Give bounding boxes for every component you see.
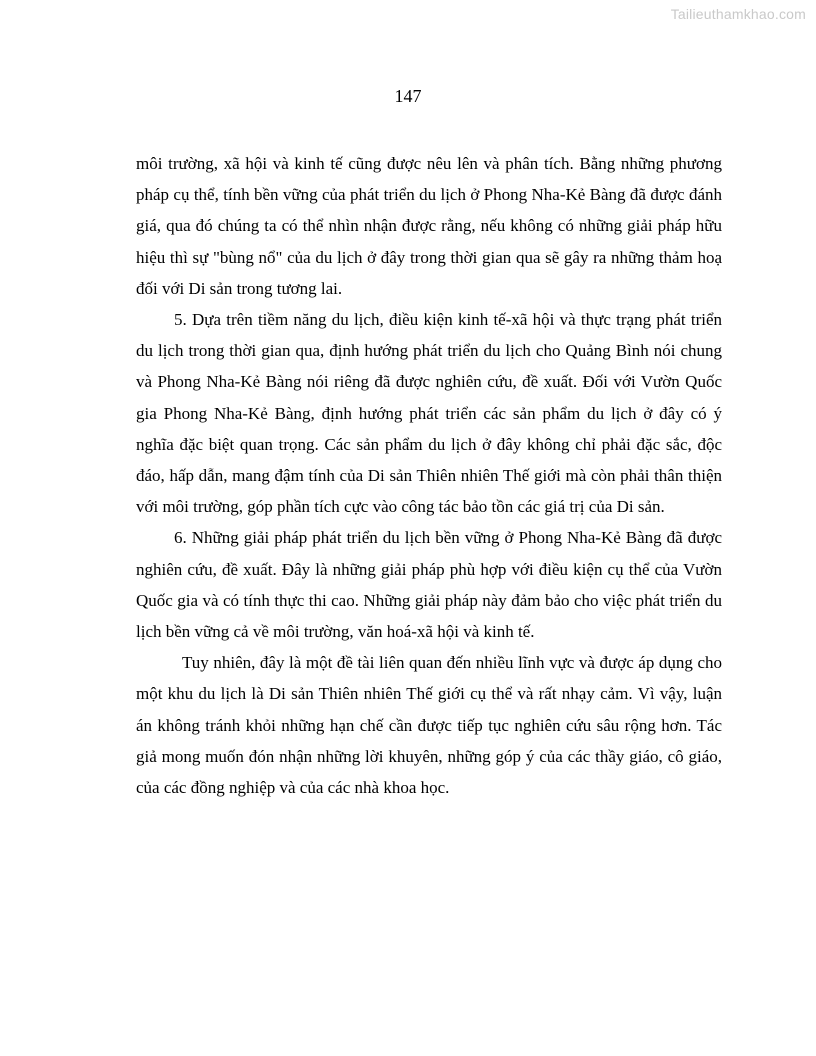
paragraph-point-5: 5. Dựa trên tiềm năng du lịch, điều kiện kinh tế-xã hội và thực trạng phát triển du lịch trong thời gian qua, định hướng phát triển du lịch cho Quảng Bình nói chung và Phong Nha-Kẻ Bàng nói riêng đã được nghiên cứu, đề xuất. Đối với Vườn Quốc gia Phong Nha-Kẻ Bàng, định hướng phát triển các sản phẩm du lịch ở đây có ý nghĩa đặc biệt quan trọng. Các sản phẩm du lịch ở đây không chỉ phải đặc sắc, độc đáo, hấp dẫn, mang đậm tính của Di sản Thiên nhiên Thế giới mà còn phải thân thiện với môi trường, góp phần tích cực vào công tác bảo tồn các giá trị của Di sản. [136, 310, 722, 517]
page-number: 147 [394, 86, 422, 106]
page-body [136, 148, 722, 803]
watermark: Tailieuthamkhao.com [670, 6, 806, 22]
paragraph-point-6: 6. Những giải pháp phát triển du lịch bền vững ở Phong Nha-Kẻ Bàng đã được nghiên cứu, đề xuất. Đây là những giải pháp phù hợp với điều kiện cụ thể của Vườn Quốc gia và có tính thực thi cao. Những giải pháp này đảm bảo cho việc phát triển du lịch bền vững cả về môi trường, văn hoá-xã hội và kinh tế. [136, 528, 722, 642]
paragraph-closing: Tuy nhiên, đây là một đề tài liên quan đến nhiều lĩnh vực và được áp dụng cho một khu du lịch là Di sản Thiên nhiên Thế giới cụ thể và rất nhạy cảm. Vì vậy, luận án không tránh khỏi những hạn chế cần được tiếp tục nghiên cứu sâu rộng hơn. Tác giả mong muốn đón nhận những lời khuyên, những góp ý của các thầy giáo, cô giáo, của các đồng nghiệp và của các nhà khoa học. [136, 653, 722, 798]
paragraph-continuation: môi trường, xã hội và kinh tế cũng được nêu lên và phân tích. Bằng những phương pháp cụ thể, tính bền vững của phát triển du lịch ở Phong Nha-Kẻ Bàng đã được đánh giá, qua đó chúng ta có thể nhìn nhận được rằng, nếu không có những giải pháp hữu hiệu thì sự "bùng nổ" của du lịch ở đây trong thời gian qua sẽ gây ra những thảm hoạ đối với Di sản trong tương lai. [136, 154, 722, 298]
